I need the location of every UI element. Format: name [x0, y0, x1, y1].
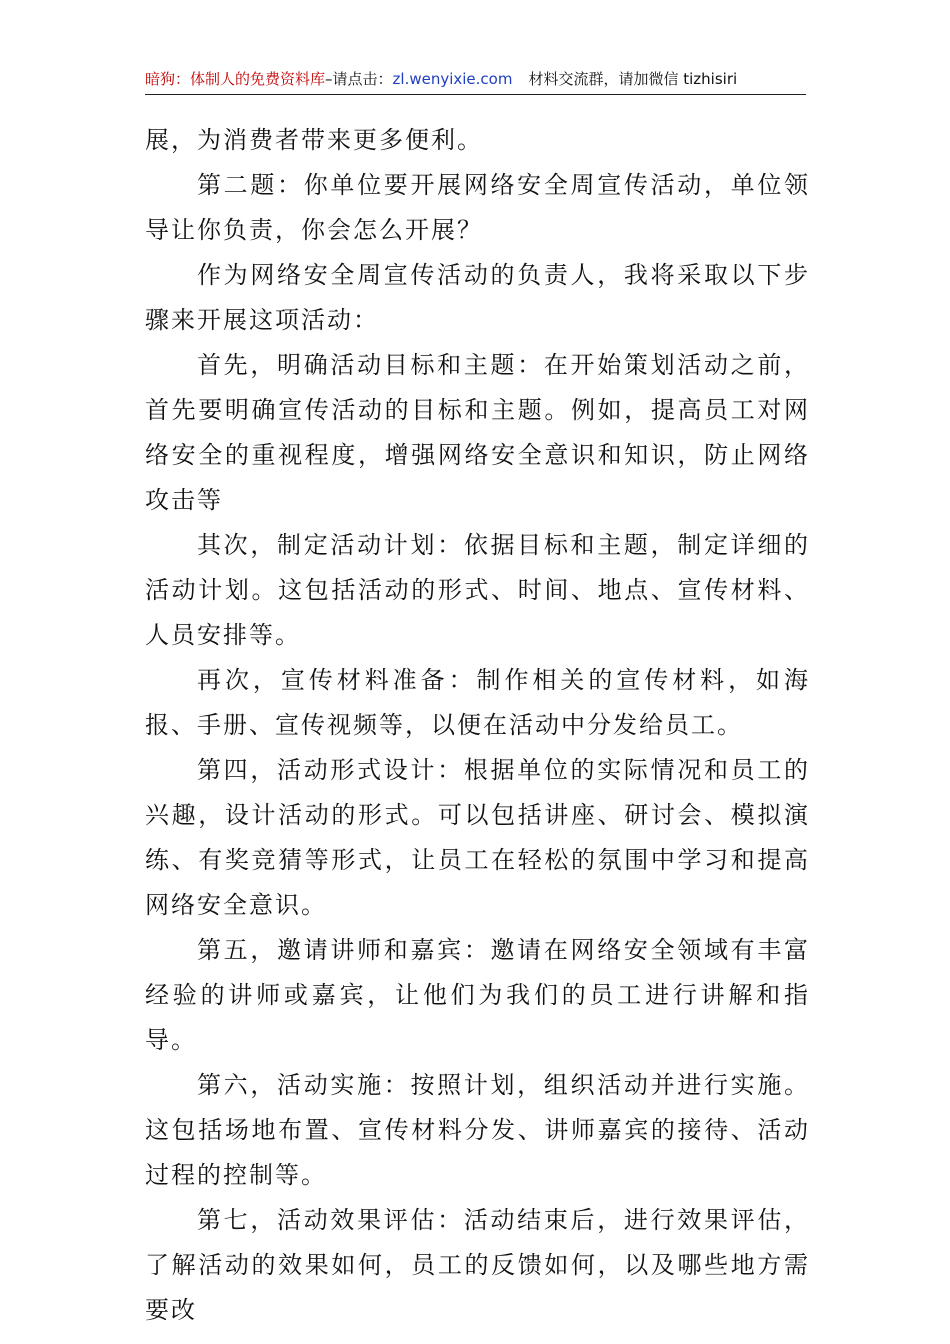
header-wechat-note: 材料交流群，请加微信 tizhisiri [528, 70, 738, 88]
paragraph-continuation: 展，为消费者带来更多便利。 [145, 126, 483, 154]
header-url-link[interactable]: zl.wenyixie.com [392, 70, 513, 88]
paragraph-step-7: 第七，活动效果评估：活动结束后，进行效果评估，了解活动的效果如何，员工的反馈如何，以及哪些地方需要改 [145, 1206, 810, 1324]
paragraph-intro: 作为网络安全周宣传活动的负责人，我将采取以下步骤来开展这项活动： [145, 261, 810, 334]
paragraph-step-5: 第五，邀请讲师和嘉宾：邀请在网络安全领域有丰富经验的讲师或嘉宾，让他们为我们的员工进行讲解和指导。 [145, 936, 810, 1054]
header-click-prompt: –请点击： [325, 70, 393, 88]
paragraph-step-6: 第六，活动实施：按照计划，组织活动并进行实施。这包括场地布置、宣传材料分发、讲师嘉宾的接待、活动过程的控制等。 [145, 1071, 810, 1189]
header-site-name: 暗狗：体制人的免费资料库 [145, 70, 326, 88]
paragraph-step-2: 其次，制定活动计划：依据目标和主题，制定详细的活动计划。这包括活动的形式、时间、地点、宣传材料、人员安排等。 [145, 531, 810, 649]
paragraph-question: 第二题：你单位要开展网络安全周宣传活动，单位领导让你负责，你会怎么开展？ [145, 171, 810, 244]
paragraph-step-3: 再次，宣传材料准备：制作相关的宣传材料，如海报、手册、宣传视频等，以便在活动中分发给员工。 [145, 666, 810, 739]
paragraph-step-4: 第四，活动形式设计：根据单位的实际情况和员工的兴趣，设计活动的形式。可以包括讲座、研讨会、模拟演练、有奖竞猜等形式，让员工在轻松的氛围中学习和提高网络安全意识。 [145, 756, 810, 919]
page-header [145, 66, 806, 95]
document-body [145, 118, 810, 1333]
paragraph-step-1: 首先，明确活动目标和主题：在开始策划活动之前，首先要明确宣传活动的目标和主题。例如，提高员工对网络安全的重视程度，增强网络安全意识和知识，防止网络攻击等 [145, 351, 810, 514]
